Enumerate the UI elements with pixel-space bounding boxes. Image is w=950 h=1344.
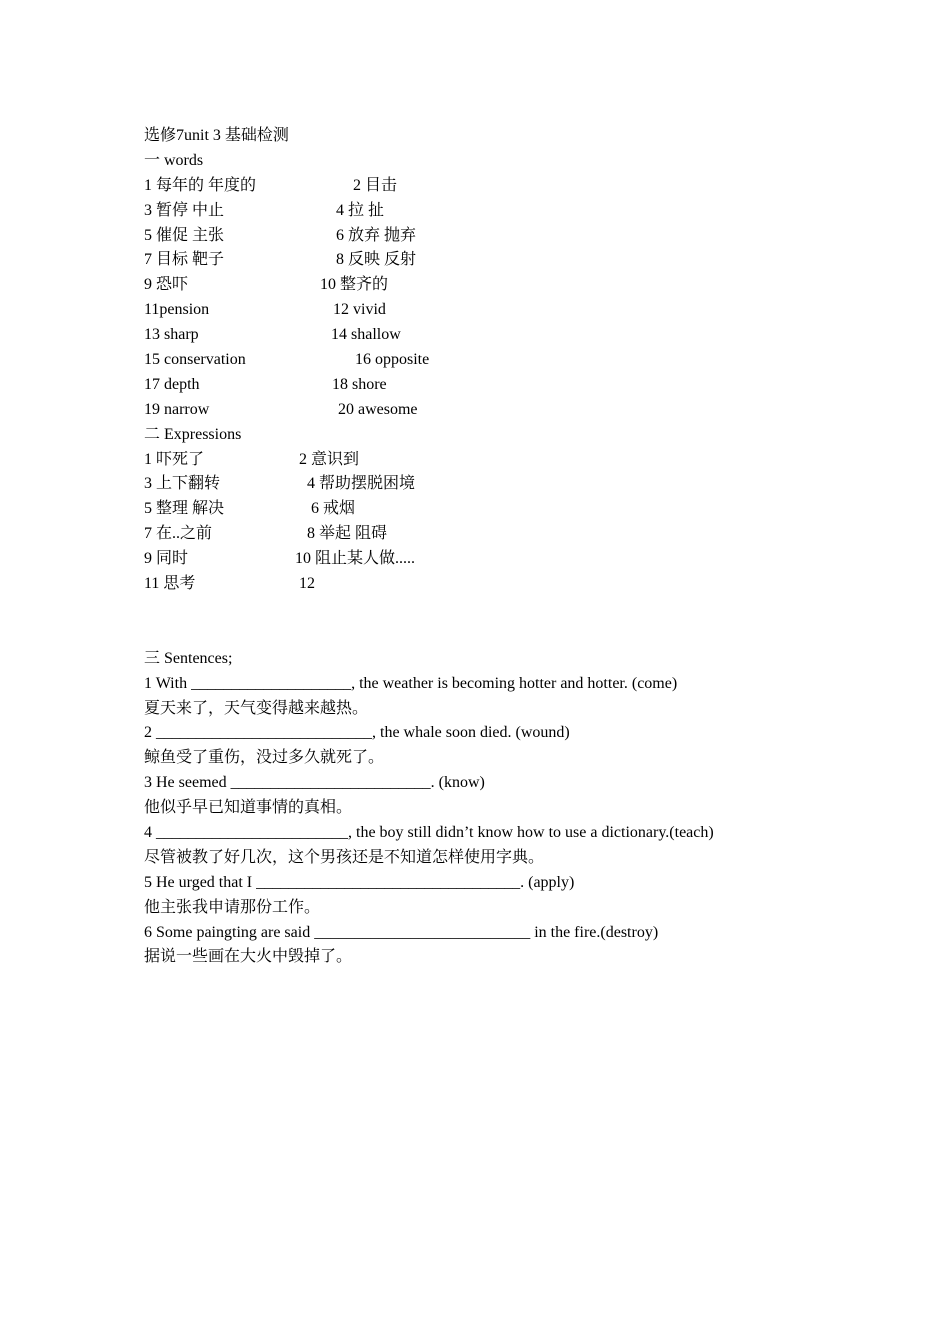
word-item: 6 放弃 抛弃 (336, 226, 417, 244)
sentence-translation: 尽管被教了好几次，这个男孩还是不知道怎样使用字典。 (144, 848, 545, 866)
words-row (144, 273, 864, 298)
sentences-heading: 三 Sentences; (144, 649, 233, 667)
word-item: 12 vivid (333, 301, 386, 319)
sentences-list (144, 672, 864, 971)
word-item: 2 目击 (353, 176, 398, 194)
expression-item: 12 (299, 575, 315, 593)
word-item: 19 narrow (144, 400, 210, 418)
expressions-row (144, 522, 864, 547)
expression-item: 7 在..之前 (144, 525, 213, 543)
blank-gap (144, 597, 864, 647)
word-item: 15 conservation (144, 351, 246, 369)
sentence-prompt: 6 Some paingting are said ___________________________ in the fire.(destroy) (144, 923, 659, 941)
worksheet-title: 选修7unit 3 基础检测 (144, 127, 289, 144)
words-row (144, 348, 864, 373)
word-item: 4 拉 扯 (336, 201, 385, 219)
sentence-prompt: 1 With ____________________, the weather is becoming hotter and hotter. (come) (144, 674, 678, 692)
word-item: 8 反映 反射 (336, 251, 417, 269)
words-row (144, 323, 864, 348)
expression-item: 11 思考 (144, 575, 196, 593)
expression-item: 1 吓死了 (144, 450, 205, 468)
sentence-prompt: 3 He seemed _________________________. (know) (144, 774, 485, 792)
word-item: 5 催促 主张 (144, 226, 225, 244)
words-heading: 一 words (144, 151, 204, 169)
expressions-row (144, 547, 864, 572)
expression-item: 3 上下翻转 (144, 475, 221, 493)
sentence-prompt: 2 ___________________________, the whale soon died. (wound) (144, 724, 570, 742)
sentence-prompt: 5 He urged that I _________________________________. (apply) (144, 873, 575, 891)
expressions-row (144, 472, 864, 497)
sentence-translation: 他似乎早已知道事情的真相。 (144, 799, 353, 817)
expression-item: 6 戒烟 (311, 500, 356, 518)
word-item: 10 整齐的 (320, 276, 389, 294)
expressions-row (144, 448, 864, 473)
words-row (144, 298, 864, 323)
expression-item: 9 同时 (144, 550, 189, 568)
word-item: 3 暂停 中止 (144, 201, 225, 219)
words-list (144, 174, 864, 423)
expression-item: 5 整理 解决 (144, 500, 225, 518)
expression-item: 4 帮助摆脱困境 (307, 475, 416, 493)
sentence-translation: 夏天来了，天气变得越来越热。 (144, 699, 369, 717)
sentence-translation: 他主张我申请那份工作。 (144, 898, 321, 916)
word-item: 13 sharp (144, 326, 199, 344)
expressions-heading: 二 Expressions (144, 425, 242, 443)
words-row (144, 174, 864, 199)
word-item: 1 每年的 年度的 (144, 176, 257, 194)
expressions-row (144, 497, 864, 522)
expressions-list (144, 448, 864, 597)
word-item: 14 shallow (331, 326, 401, 344)
words-row (144, 373, 864, 398)
expression-item: 10 阻止某人做..... (295, 550, 416, 568)
sentence-prompt: 4 ________________________, the boy still didn’t know how to use a dictionary.(teach) (144, 823, 714, 841)
sentence-translation: 鲸鱼受了重伤，没过多久就死了。 (144, 749, 385, 767)
word-item: 7 目标 靶子 (144, 251, 225, 269)
worksheet-body (144, 124, 864, 970)
word-item: 16 opposite (355, 351, 430, 369)
expressions-row (144, 572, 864, 597)
word-item: 9 恐吓 (144, 276, 189, 294)
word-item: 20 awesome (338, 400, 418, 418)
word-item: 18 shore (332, 375, 387, 393)
words-row (144, 224, 864, 249)
sentence-translation: 据说一些画在大火中毁掉了。 (144, 948, 353, 966)
expression-item: 8 举起 阻碍 (307, 525, 388, 543)
words-row (144, 248, 864, 273)
word-item: 17 depth (144, 375, 200, 393)
expression-item: 2 意识到 (299, 450, 360, 468)
word-item: 11pension (144, 301, 210, 319)
words-row (144, 199, 864, 224)
words-row (144, 398, 864, 423)
